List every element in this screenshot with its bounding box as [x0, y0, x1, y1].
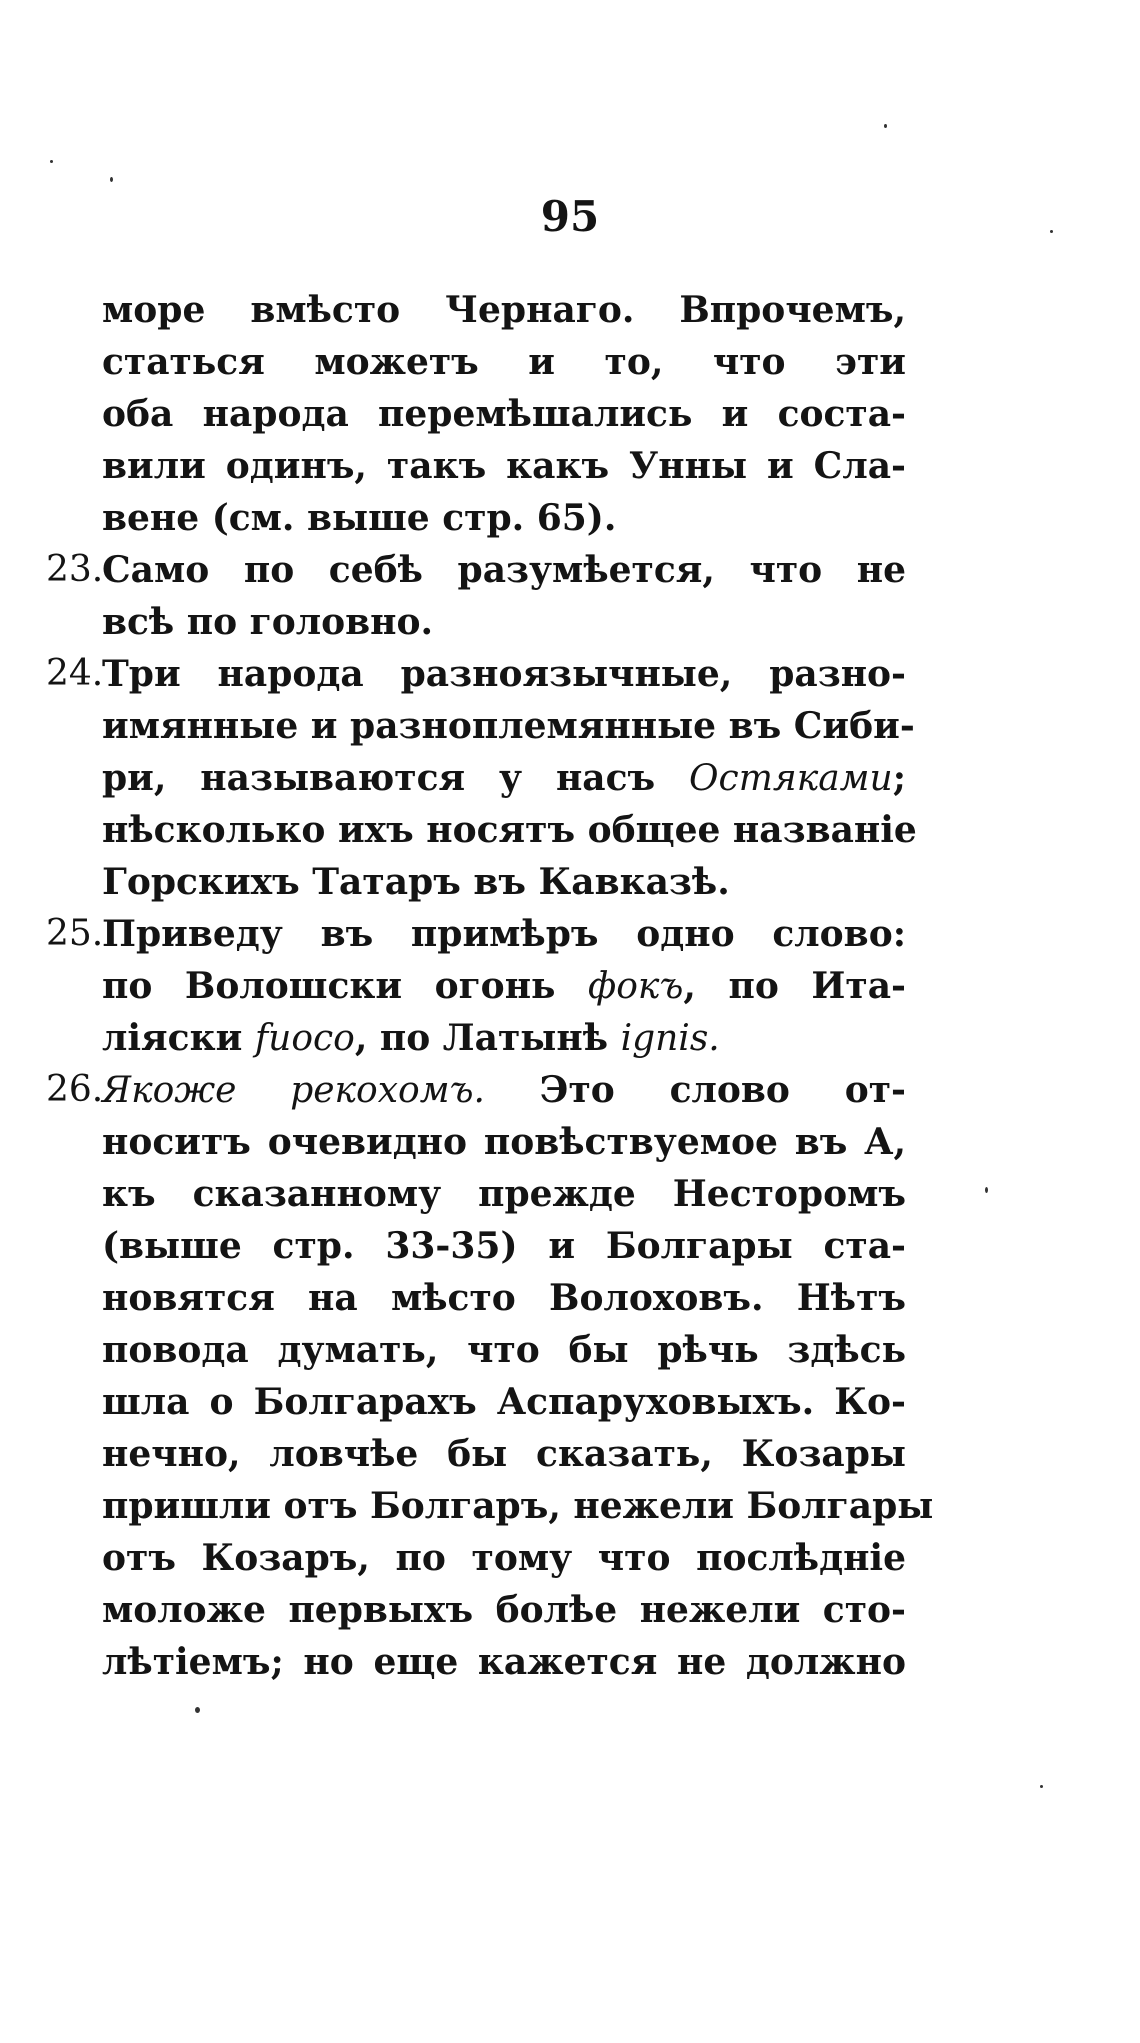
text-line	[46, 960, 906, 1012]
line-text: носитъ очевидно повѣствуемое въ А,	[102, 1121, 906, 1163]
line-text: Само по себѣ разумѣется, что не	[102, 549, 906, 591]
italic-text: fuoco	[254, 1018, 355, 1059]
text-line	[46, 284, 906, 336]
line-text: ри, называются у насъ	[102, 757, 690, 799]
text-line	[46, 1584, 906, 1636]
line-text: по Волошски огонь	[102, 965, 589, 1007]
text-line	[46, 492, 906, 544]
text-line	[46, 1376, 906, 1428]
italic-text: Якоже рекохомъ.	[102, 1070, 485, 1111]
footnote-number: 23.	[46, 549, 104, 590]
text-line	[46, 1532, 906, 1584]
line-text: нѣсколько ихъ носятъ общее названіе	[102, 809, 917, 851]
italic-text: Остяками	[689, 758, 893, 799]
text-line	[46, 336, 906, 388]
scan-speck	[110, 177, 113, 182]
line-text: Горскихъ Татаръ въ Кавказѣ.	[102, 861, 730, 903]
text-line	[46, 804, 917, 856]
scan-speck	[50, 160, 53, 163]
italic-text: ignis.	[620, 1018, 720, 1059]
text-line	[46, 752, 906, 804]
text-line	[46, 1636, 906, 1688]
text-line	[46, 1064, 906, 1116]
line-text: ;	[892, 757, 906, 799]
line-text: всѣ по головно.	[102, 601, 434, 643]
text-line	[46, 596, 906, 648]
line-text: вили одинъ, такъ какъ Унны и Сла-	[102, 445, 906, 487]
line-text: моложе первыхъ болѣе нежели сто-	[102, 1589, 906, 1631]
line-text: (выше стр. 33-35) и Болгары ста-	[102, 1225, 906, 1267]
line-text: отъ Козаръ, по тому что послѣдніе	[102, 1537, 906, 1579]
line-text: шла о Болгарахъ Аспаруховыхъ. Ко-	[102, 1381, 906, 1423]
text-line	[46, 1324, 906, 1376]
line-text: ліяски	[102, 1017, 255, 1059]
line-text: Три народа разноязычные, разно-	[102, 653, 906, 695]
text-line	[46, 1428, 906, 1480]
line-text: Это слово от-	[484, 1069, 906, 1111]
line-text: имянные и разноплемянные въ Сиби-	[102, 705, 915, 747]
footnote-number: 26.	[46, 1069, 104, 1110]
line-text: Приведу въ примѣръ одно слово:	[102, 913, 906, 955]
line-text: повода думать, что бы рѣчь здѣсь	[102, 1329, 906, 1371]
line-text: нечно, ловчѣе бы сказать, Козары	[102, 1433, 906, 1475]
scan-speck	[985, 1187, 988, 1193]
line-text: лѣтіемъ; но еще кажется не должно	[102, 1641, 906, 1683]
text-line	[46, 1012, 906, 1064]
text-line	[46, 1168, 906, 1220]
page-number: 95	[540, 192, 600, 241]
footnotes-text	[46, 284, 934, 1688]
line-text: море вмѣсто Чернаго. Впрочемъ,	[102, 289, 906, 331]
scan-speck	[195, 1707, 200, 1713]
line-text: пришли отъ Болгаръ, нежели Болгары	[102, 1485, 934, 1527]
text-line	[46, 700, 915, 752]
footnote-number: 24.	[46, 653, 104, 694]
text-line	[46, 440, 906, 492]
text-line	[46, 908, 906, 960]
text-line	[46, 1272, 906, 1324]
scan-speck	[1040, 1785, 1043, 1788]
text-line	[46, 648, 906, 700]
line-text: , по Латынѣ	[354, 1017, 621, 1059]
text-line	[46, 1480, 934, 1532]
text-line	[46, 544, 906, 596]
line-text: оба народа перемѣшались и соста-	[102, 393, 906, 435]
text-line	[46, 388, 906, 440]
footnote-number: 25.	[46, 913, 104, 954]
line-text: новятся на мѣсто Волоховъ. Нѣтъ	[102, 1277, 906, 1319]
scan-speck	[1050, 230, 1053, 233]
line-text: вене (см. выше стр. 65).	[102, 497, 617, 539]
line-text: , по Ита-	[683, 965, 906, 1007]
line-text: статься можетъ и то, что эти	[102, 341, 906, 383]
text-line	[46, 1220, 906, 1272]
line-text: къ сказанному прежде Несторомъ	[102, 1173, 906, 1215]
scan-speck	[884, 124, 887, 128]
text-line	[46, 856, 906, 908]
italic-text: фокъ	[588, 966, 684, 1007]
text-line	[46, 1116, 906, 1168]
